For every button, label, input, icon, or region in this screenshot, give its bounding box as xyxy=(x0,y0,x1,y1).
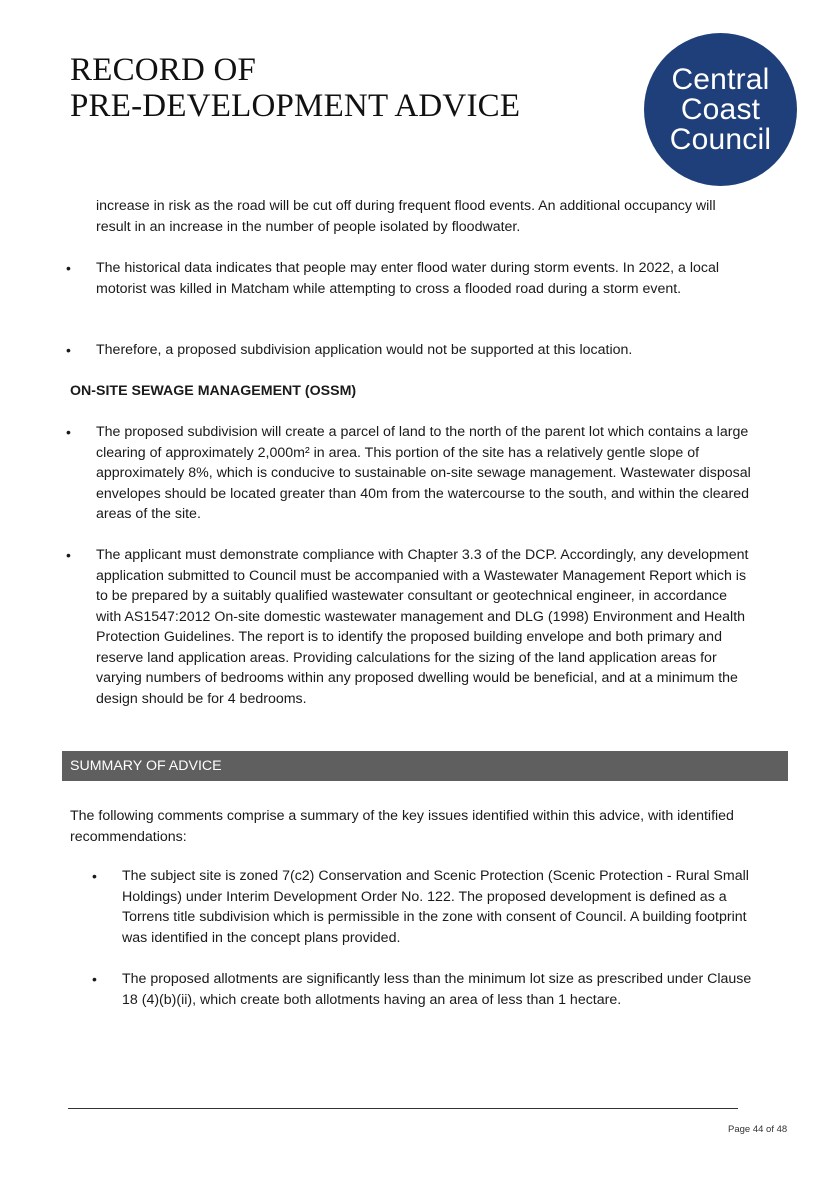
list-item xyxy=(66,258,756,299)
bullet-glyph: • xyxy=(66,547,71,563)
list-item-text: Therefore, a proposed subdivision application would not be supported at this location. xyxy=(96,342,633,358)
list-item xyxy=(66,422,756,525)
footer-divider xyxy=(68,1108,738,1109)
logo-line-3: Council xyxy=(669,122,772,156)
title-line-1: RECORD OF xyxy=(70,52,257,88)
section-heading-summary: SUMMARY OF ADVICE xyxy=(62,751,788,781)
bullet-glyph: • xyxy=(92,971,97,987)
logo-line-2: Coast xyxy=(680,92,761,126)
list-item-text: The proposed subdivision will create a parcel of land to the north of the parent lot which contains a large clearing of approximately 2,000m² in area. This portion of the site has a relatively gentle slope of approximately 8%, which is conducive to sustainable on-site sewage management. Wastewater disposal envelopes should be located greater than 40m from the watercourse to the south, and within the cleared areas of the site. xyxy=(96,424,751,522)
bullet-glyph: • xyxy=(66,342,71,358)
document-title xyxy=(70,52,520,124)
council-logo xyxy=(644,33,797,186)
bullet-glyph: • xyxy=(66,260,71,276)
page-number: Page 44 of 48 xyxy=(728,1124,788,1135)
list-item-text: The subject site is zoned 7(c2) Conservation and Scenic Protection (Scenic Protection - Rural Small Holdings) under Interim Development Order No. 122. The proposed development is defined as a Torrens title subdivision which is permissible in the zone with consent of Council. A building footprint was identified in the concept plans provided. xyxy=(122,868,749,946)
logo-line-1: Central xyxy=(671,62,770,96)
title-line-2: PRE-DEVELOPMENT ADVICE xyxy=(70,88,521,124)
list-item-text: The proposed allotments are significantly less than the minimum lot size as prescribed under Clause 18 (4)(b)(ii), which create both allotments having an area of less than 1 hectare. xyxy=(122,971,752,1008)
section-heading-ossm: ON-SITE SEWAGE MANAGEMENT (OSSM) xyxy=(70,383,357,399)
list-item xyxy=(92,969,752,1010)
list-item xyxy=(66,545,756,709)
bullet-glyph: • xyxy=(66,424,71,440)
list-item-text: The applicant must demonstrate compliance with Chapter 3.3 of the DCP. Accordingly, any development application submitted to Council must be accompanied with a Wastewater Management Report which is to be prepared by a suitably qualified wastewater consultant or geotechnical engineer, in accordance with AS1547:2012 On-site domestic wastewater management and DLG (1998) Environment and Health Protection Guidelines. The report is to identify the proposed building envelope and both primary and reserve land application areas. Providing calculations for the sizing of the land application areas for varying numbers of bedrooms within any proposed dwelling would be beneficial, and at a minimum the design should be for 4 bedrooms. xyxy=(96,547,749,707)
bullet-glyph: • xyxy=(92,868,97,884)
summary-intro: The following comments comprise a summary of the key issues identified within this advice, with identified recommendations: xyxy=(70,808,734,845)
continuation-paragraph: increase in risk as the road will be cut off during frequent flood events. An additional occupancy will result in an increase in the number of people isolated by floodwater. xyxy=(96,198,716,235)
list-item xyxy=(92,866,752,948)
list-item xyxy=(66,340,756,361)
list-item-text: The historical data indicates that people may enter flood water during storm events. In 2022, a local motorist was killed in Matcham while attempting to cross a flooded road during a storm event. xyxy=(96,260,720,297)
